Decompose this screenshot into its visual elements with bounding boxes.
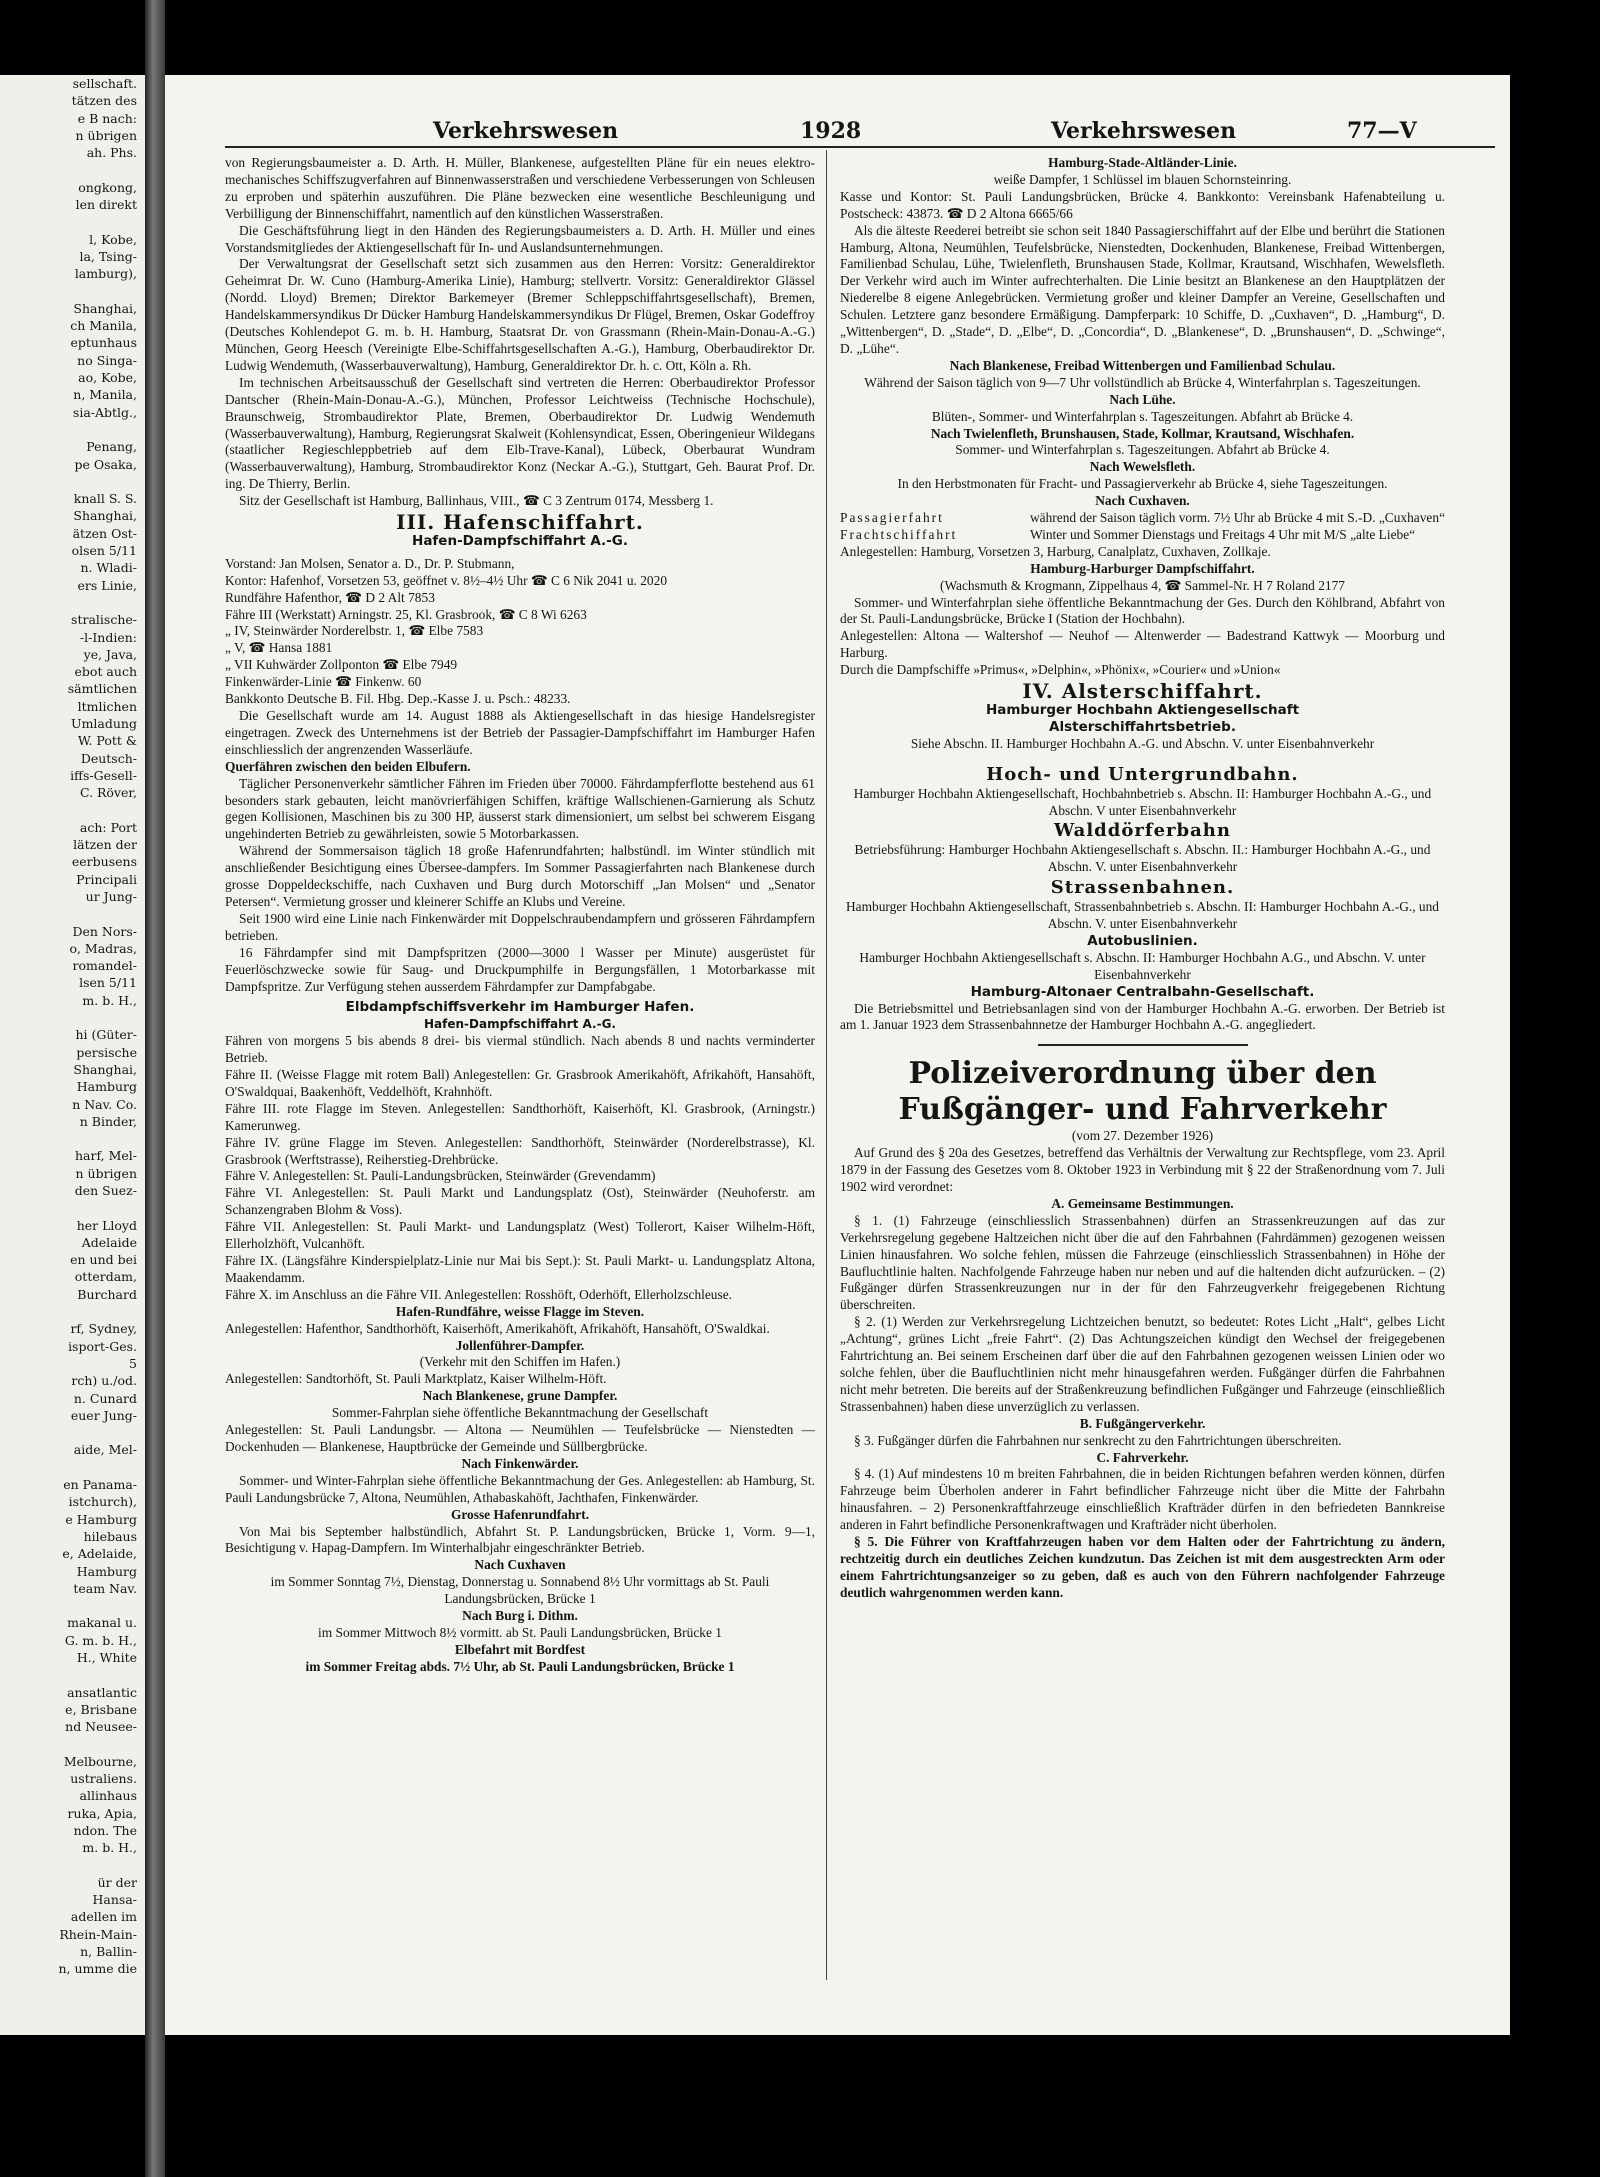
facing-page-line [0, 1597, 145, 1614]
ordinance-date: (vom 27. Dezember 1926) [1071, 1128, 1214, 1144]
ferry-line: Fähre II. (Weisse Flagge mit rotem Ball) Anlegestellen: Gr. Grasbrook Amerikahöft, Afrikahöft, Hansahöft, O'Swaldquai, Baakenhöft, Veddelhöft, Krahnhöft. [225, 1067, 815, 1099]
facing-page-line: m. b. H., [82, 1840, 137, 1856]
facing-page-line: ustraliens. [70, 1771, 137, 1787]
subheading: Elbdampfschiffsverkehr im Hamburger Hafen. [345, 999, 695, 1016]
paragraph: Während der Sommersaison täglich 18 große Hafenrundfahrten; halbstündl. im Winter stündlich mit anschließender Besichtigung eines Übersee-dampfers. Im Sommer Passagierfahrten nach Blankenese durch grosse Doppeldeckschiffe, nach Cuxhaven und Burg durch Motorschiff „Jan Molsen“ und „Senator Petersen“. Vermietung grosser und kleinerer Schiffe an Klubs und Vereine. [225, 843, 815, 909]
facing-page-line [0, 421, 145, 438]
header-left: Verkehrswesen [433, 118, 619, 144]
facing-page-line: otterdam, [74, 1269, 137, 1285]
paragraph: Als die älteste Reederei betreibt sie schon seit 1840 Passagierschiffahrt auf der Elbe und berührt die Stationen Hamburg, Altona, Neumühlen, Teufelsbrücke, Nienstedten, Dockenhuden, Blankenese, Freibad Wittenbergen, Familienbad Schulau, Lühe, Twielenfleth, Brunshausen Stade, Kollmar, Krautsand, Wischhafen, Wewelsfleth. Der Verkehr wird auch im Winter aufrechterhalten. Die Linie besitzt an Blankenese an den Hauptplätzen der Niederelbe 8 eigene Anlegebrücken. Vermietung großer und kleiner Dampfer an Vereine, Gesellschaften und Schulen. Letztere ganz besondere Ermäßigung. Dampferpark: 10 Schiffe, D. „Cuxhaven“, D. „Hamburg“, D. „Wittenbergen“, D. „Stade“, D. „Elbe“, D. „Concordia“, D. „Blankenese“, D. „Brunshausen“, D. „Schwinge“, D. „Lühe“. [840, 222, 1445, 356]
ordinance-title: Fußgänger- und Fahrverkehr [898, 1092, 1387, 1128]
paragraph: Anlegestellen: Altona — Waltershof — Neuhof — Altenwerder — Badestrand Kattwyk — Moorburg und Harburg. [840, 628, 1445, 661]
paragraph: Seit 1900 wird eine Linie nach Finkenwärder mit Doppelschraubendampfern und grösseren Fährdampfern betrieben. [225, 910, 815, 943]
subheading: Nach Twielenfleth, Brunshausen, Stade, Kollmar, Krautsand, Wischhafen. [930, 425, 1355, 441]
facing-page-line: team Nav. [73, 1580, 137, 1596]
facing-page-line: iffs-Gesell- [70, 767, 137, 783]
column-rule [826, 150, 827, 1980]
facing-page-line: hi (Güter- [75, 1027, 137, 1043]
label: Frachtschiffahrt [840, 526, 958, 542]
facing-page-line: ye, Java, [83, 646, 137, 662]
book-gutter [145, 0, 165, 2177]
facing-page-line: nd Neusee- [65, 1719, 137, 1735]
divider [1038, 1044, 1248, 1046]
paragraph: Die Betriebsmittel und Betriebsanlagen sind von der Hamburger Hochbahn A.-G. erworben. Der Betrieb ist am 1. Januar 1923 dem Strassenbahnnetze der Hamburger Hochbahn A.-G. angegliedert. [840, 1000, 1445, 1033]
board-line: Kontor: Hafenhof, Vorsetzen 53, geöffnet v. 8½–4½ Uhr ☎ C 6 Nik 2041 u. 2020 [225, 572, 668, 588]
paragraph: Von Mai bis September halbstündlich, Abfahrt St. P. Landungsbrücken, Brücke 1, Vorm. 9—1, Besichtigung v. Hapag-Dampfern. Im Winterhalbjahr eingeschränkter Betrieb. [225, 1523, 815, 1556]
section-title: IV. Alsterschiffahrt. [1022, 679, 1263, 704]
facing-page-line [0, 1736, 145, 1753]
paragraph: Winter und Sommer Dienstags und Freitags 4 Uhr mit M/S „alte Liebe“ [1030, 526, 1416, 542]
facing-page-line: n Nav. Co. [72, 1096, 137, 1112]
facing-page-line: n übrigen [75, 1165, 137, 1181]
header-rule [225, 146, 1495, 148]
column-left [225, 155, 815, 1676]
ferry-line: Fähre X. im Anschluss an die Fähre VII. Anlegestellen: Rosshöft, Oderhöft, Ellerholzschleuse. [225, 1286, 733, 1302]
ferry-line: Fähre IV. grüne Flagge im Steven. Anlegestellen: Sandthorhöft, Steinwärder (Norderelbstrasse), Kl. Grasbrook (Werftstrasse), Reiherstieg-Drehbrücke. [225, 1134, 815, 1167]
board-line: „ V, ☎ Hansa 1881 [225, 640, 333, 656]
facing-page-line: Hamburg [76, 1079, 137, 1095]
paragraph: § 5. Die Führer von Kraftfahrzeugen haben vor dem Halten oder der Fahrtrichtung zu ändern, rechtzeitig durch ein deutliches Zeichen kundzutun. Das Zeichen ist mit dem ausgestreckten Arm oder einem Fahrtrichtungsanzeiger so zu geben, daß es auch von den Führern nachfolgender Fahrzeuge deutlich wahrgenommen werden kann. [840, 1534, 1445, 1600]
facing-page-line: pe Osaka, [74, 456, 137, 472]
facing-page-line: no Singa- [77, 352, 137, 368]
facing-page-line: n übrigen [75, 127, 137, 143]
section-title: Strassenbahnen. [1050, 877, 1235, 899]
facing-page-line: lätzen der [73, 837, 137, 853]
ferry-line: Fähre III. rote Flagge im Steven. Anlegestellen: Sandthorhöft, Kaiserhöft, Kl. Grasbrook, (Arningstr.) Kamerunweg. [225, 1100, 815, 1133]
facing-page-line [0, 1424, 145, 1441]
facing-page-line: n Binder, [79, 1113, 137, 1129]
facing-page-line: ch Manila, [70, 318, 137, 334]
facing-page-line: G. m. b. H., [64, 1632, 137, 1648]
paragraph: Im technischen Arbeitsausschuß der Gesellschaft sind vertreten die Herren: Oberbaudirektor Professor Dantscher (Rhein-Main-Donau-A.-G.), München, Professor Leichtweiss (Technische Hochschule), Braunschweig, Strombaudirektor Plate, Bremen, Oberbaudirektor Dr. Ludwig Wendemuth (Wasserbauverwaltung), Hamburg, Regierungsrat Skalweit (Kohlensyndicat, Essen, Oberingenieur Wildegans (staatlicher Regieschleppbetrieb auf dem Elb-Trave-Kanal), Lübeck, Oberbaurat Wundram (Wasserbauverwaltung), Hamburg, Strombaudirektor Konz (Neckar A.-G.), Stuttgart, Geh. Baurat Prof. Dr. ing. De Thierry, Berlin. [225, 374, 815, 492]
facing-page-line: Shanghai, [73, 508, 137, 524]
paragraph: Siehe Abschn. II. Hamburger Hochbahn A.-G. und Abschn. V. unter Eisenbahnverkehr [910, 735, 1375, 751]
paragraph: In den Herbstmonaten für Fracht- und Passagierverkehr ab Brücke 4, siehe Tageszeitungen. [897, 476, 1388, 492]
facing-page-line [0, 1009, 145, 1026]
facing-page-line: ndon. The [73, 1822, 137, 1838]
note: weiße Dampfer, 1 Schlüssel im blauen Schornsteinring. [993, 171, 1292, 187]
label: Passagierfahrt [840, 510, 944, 526]
facing-page-line: la, Tsing- [79, 248, 137, 264]
facing-page-line: aide, Mel- [73, 1442, 137, 1458]
paragraph: im Sommer Sonntag 7½, Dienstag, Donnerstag u. Sonnabend 8½ Uhr vormittags ab St. Pauli Landungsbrücken, Brücke 1 [270, 1574, 770, 1607]
facing-page-line: 5 [129, 1355, 137, 1371]
facing-page-line: C. Röver, [79, 785, 137, 801]
paragraph: Täglicher Personenverkehr sämtlicher Fähren im Frieden über 70000. Fährdampferflotte bestehend aus 61 besonders stark gebauten, leicht manövrierfähigen Schiffen, kräftige Wallschienen-Garnierung als Schutz gegen Kollisionen, Maschinen bis zu 300 HP, äusserst stark dimensioniert, um selbst bei schwerem Eisgang ungehinderten Betrieb zu gewährleisten, sowie 5 Motorbarkassen. [225, 775, 815, 842]
subheading: Hamburg-Altonaer Centralbahn-Gesellschaft. [970, 983, 1315, 1000]
facing-page-line: len direkt [75, 197, 137, 213]
subheading: Hamburg-Stade-Altländer-Linie. [1048, 155, 1237, 170]
facing-page-line: Hansa- [92, 1892, 137, 1908]
paragraph: während der Saison täglich vorm. 7½ Uhr ab Brücke 4 mit S.-D. „Cuxhaven“ [1030, 510, 1446, 526]
header-year: 1928 [800, 118, 862, 144]
facing-page-line: Shanghai, [73, 300, 137, 316]
subheading: Nach Cuxhaven [474, 1557, 566, 1573]
facing-page-line: ansatlantic [67, 1684, 137, 1700]
paragraph: von Regierungsbaumeister a. D. Arth. H. Müller, Blankenese, aufgestellten Pläne für ein neues elektro-mechanisches Schiffszugverfahren auf Binnenwasserstraßen und verschiedene Verbesserungen von Schleusen zu erproben und späterhin auszuführen. Die Pläne bezwecken eine wesentliche Beschleunigung und Verbilligung der Binnenschiffahrt, namentlich auf den künstlichen Wasserstraßen. [225, 155, 815, 221]
subheading: C. Fahrverkehr. [1096, 1449, 1189, 1465]
facing-page-line: n. Cunard [73, 1390, 137, 1406]
paragraph: Anlegestellen: St. Pauli Landungsbr. — Altona — Neumühlen — Teufelsbrücke — Nienstedten — Dockenhuden — Blankenese, Hauptbrücke der Gemeinde und Süllbergbrücke. [225, 1422, 815, 1454]
facing-page-line: ao, Kobe, [78, 370, 137, 386]
subheading: Hamburger Hochbahn Aktiengesellschaft [985, 702, 1300, 718]
ferry-line: Fähre V. Anlegestellen: St. Pauli-Landungsbrücken, Steinwärder (Grevendamm) [225, 1168, 656, 1184]
facing-page-line: ah. Phs. [86, 145, 137, 161]
facing-page-line: o, Madras, [69, 940, 137, 956]
facing-page-line [0, 1857, 145, 1874]
paragraph: Hamburger Hochbahn Aktiengesellschaft, Hochbahnbetrieb s. Abschn. II: Hamburger Hochbahn A.-G., und Abschn. V unter Eisenbahnverkehr [853, 785, 1432, 818]
subheading: Nach Lühe. [1109, 391, 1176, 407]
facing-page-line: ach: Port [79, 819, 137, 835]
facing-page-line: stralische- [71, 612, 137, 628]
paragraph: § 4. (1) Auf mindestens 10 m breiten Fahrbahnen, die in beiden Richtungen befahren werden können, dürfen Fahrzeuge beim Überholen anderer in Fahrt befindlicher Fahrzeuge nicht über die Mitte der Fahrbahn hinausfahren. – 2) Personenkraftfahrzeuge einschließlich Krafträder dürfen in den befriedeten Bannkreise anderen in Fahrt befindliche Personenkraftwagen und Krafträder nicht überholen. [840, 1466, 1445, 1533]
facing-page-line: Hamburg [76, 1563, 137, 1579]
note: (Wachsmuth & Krogmann, Zippelhaus 4, ☎ Sammel-Nr. H 7 Roland 2177 [940, 577, 1345, 593]
facing-page-line: ltmlichen [77, 698, 137, 714]
facing-page-line [0, 801, 145, 818]
board-line: „ VII Kuhwärder Zollponton ☎ Elbe 7949 [225, 657, 458, 673]
facing-page-line [0, 1303, 145, 1320]
facing-page-line: Principali [76, 871, 137, 887]
board-line: Finkenwärder-Linie ☎ Finkenw. 60 [225, 674, 422, 690]
facing-page-line: Burchard [77, 1286, 137, 1302]
subheading: Hafen-Rundfähre, weisse Flagge im Steven. [395, 1303, 645, 1319]
facing-page-line [0, 161, 145, 178]
facing-page-line: Melbourne, [63, 1753, 137, 1769]
facing-page-line [0, 1666, 145, 1683]
paragraph: Sommer- und Winter-Fahrplan siehe öffentliche Bekanntmachung der Ges. Anlegestellen: ab Hamburg, St. Pauli Landungsbrücke 7, Altona, Neumühlen, Athabaskahöft, Jachthafen, Finkenwärder. [225, 1472, 815, 1505]
paragraph: im Sommer Mittwoch 8½ vormitt. ab St. Pauli Landungsbrücken, Brücke 1 [318, 1624, 722, 1640]
ordinance-title: Polizeiverordnung über den [908, 1056, 1377, 1092]
facing-page-line: Den Nors- [72, 923, 137, 939]
facing-page-line [0, 1130, 145, 1147]
company-name: Hafen-Dampfschiffahrt A.-G. [412, 532, 628, 549]
facing-page-line: istchurch), [68, 1494, 137, 1510]
facing-page-line [0, 283, 145, 300]
subheading: Nach Cuxhaven. [1095, 493, 1190, 509]
facing-page-line: sämtlichen [67, 681, 137, 697]
paragraph: Kasse und Kontor: St. Pauli Landungsbrücken, Brücke 4. Bankkonto: Vereinsbank Hafenabteilung u. Postscheck: 43873. ☎ D 2 Altona 6665/66 [840, 188, 1445, 221]
facing-page-line [0, 1199, 145, 1216]
subheading: A. Gemeinsame Bestimmungen. [1051, 1195, 1234, 1211]
facing-page-line: ur Jung- [85, 888, 137, 904]
facing-page-line: e, Brisbane [65, 1701, 137, 1717]
paragraph: Blüten-, Sommer- und Winterfahrplan s. Tageszeitungen. Abfahrt ab Brücke 4. [931, 408, 1354, 424]
facing-page-line: allinhaus [79, 1788, 137, 1804]
paragraph: § 2. (1) Werden zur Verkehrsregelung Lichtzeichen benutzt, so bedeutet: Rotes Licht „Halt“, gelbes Licht „Achtung“, grünes Licht „freie Fahrt“. (2) Das Achtungszeichen kündigt den Wechsel der freigegebenen Fahrtrichtung an. Bei seinem Erscheinen darf über die auf den Fahrbahnen gezogenen weissen Linien oder wo solche fehlen, über die Baufluchtlinien nicht mehr hinausgefahren werden. Fußgänger dürfen die Fahrbahnen nicht mehr betreten. Die bereits auf der Straßenkreuzung befindlichen Fußgänger und Fahrzeuge (einschließlich Strassenbahnen) haben diese unverzüglich zu verlassen. [840, 1314, 1445, 1414]
facing-page-line: -l-Indien: [79, 629, 137, 645]
facing-page-line: n, Manila, [73, 387, 137, 403]
facing-page-line: rch) u./od. [71, 1373, 137, 1389]
paragraph: im Sommer Freitag abds. 7½ Uhr, ab St. Pauli Landungsbrücken, Brücke 1 [305, 1658, 735, 1674]
facing-page-line: l, Kobe, [89, 231, 137, 247]
subheading: Elbefahrt mit Bordfest [454, 1641, 586, 1657]
ferry-line: Fähren von morgens 5 bis abends 8 drei- bis viermal stündlich. Nach abends 8 und nachts verminderter Betrieb. [225, 1033, 815, 1066]
facing-page-fragment [0, 75, 145, 2035]
subheading: Alsterschiffahrtsbetrieb. [1049, 718, 1236, 735]
facing-page-line: m. b. H., [82, 992, 137, 1008]
ferry-line: Fähre VII. Anlegestellen: St. Pauli Markt- und Landungsplatz (West) Tollerort, Kaiser Wilhelm-Höft, Ellerholzhöft, Vulcanhöft. [225, 1219, 815, 1252]
facing-page-line: eptunhaus [70, 335, 137, 351]
paragraph: Hamburger Hochbahn Aktiengesellschaft s. Abschn. II: Hamburger Hochbahn A.G., und Abschn. V. unter Eisenbahnverkehr [859, 949, 1426, 982]
section-title: III. Hafenschiffahrt. [396, 510, 644, 535]
facing-page-line [0, 594, 145, 611]
facing-page-line: e Hamburg [65, 1511, 137, 1527]
facing-page-line: en und bei [70, 1252, 137, 1268]
subheading: Nach Finkenwärder. [461, 1455, 579, 1471]
facing-page-line: Adelaide [81, 1234, 137, 1250]
facing-page-line: n, umme die [58, 1961, 137, 1977]
paragraph: Sitz der Gesellschaft ist Hamburg, Ballinhaus, VIII., ☎ C 3 Zentrum 0174, Messberg 1. [239, 493, 714, 509]
subheading: B. Fußgängerverkehr. [1079, 1415, 1206, 1431]
facing-page-line: Umladung [71, 715, 137, 731]
board-line: „ IV, Steinwärder Norderelbstr. 1, ☎ Elbe 7583 [225, 623, 484, 639]
column-right [840, 155, 1445, 1602]
paragraph: Die Gesellschaft wurde am 14. August 1888 als Aktiengesellschaft in das hiesige Handelsregister eingetragen. Zweck des Unternehmens ist der Betrieb der Passagier-Dampfschiffahrt im Hamburger Hafen einschliesslich der angrenzenden Wasserläufe. [225, 708, 815, 757]
paragraph: Der Verwaltungsrat der Gesellschaft setzt sich zusammen aus den Herren: Vorsitz: Generaldirektor Geheimrat Dr. W. Cuno (Hamburg-Amerika Linie), Hamburg; stellvertr. Vorsitz: Generaldirektor Glässel (Nordd. Lloyd) Bremen; Direktor Barkemeyer (Bremer Schleppschiffahrtsgesellschaft), Bremen, Handelskammersyndikus Dr Dücker Hamburg Handelskammersyndikus Dr Flügel, Bremen, Oskar Godeffroy (Deutsches Kohlendepot G. m. b. H. Hamburg, Staatsrat Dr. von Grassmann (Rhein-Main-Donau-A.-G.) München, Georg Heesch (Vereinigte Elbe-Schiffahrtsgesellschaften A.-G.), Hamburg, Oberbaudirektor Dr. Ludwig Wendemuth, (Wasserbauverwaltung), Hamburg, Generaldirektor Dr. h. c. Ott, Köln a. Rh. [225, 256, 815, 373]
ferry-line: Fähre IX. (Längsfähre Kinderspielplatz-Linie nur Mai bis Sept.): St. Pauli Markt- u. Landungsplatz Altona, Maakendamm. [225, 1253, 815, 1285]
header-right: Verkehrswesen [1051, 118, 1237, 144]
ferry-line: Fähre VI. Anlegestellen: St. Pauli Markt und Landungsplatz (Ost), Steinwärder (Neuhoferstr. am Schanzengraben Blohm & Voss). [225, 1185, 815, 1218]
note: (Verkehr mit den Schiffen im Hafen.) [419, 1354, 621, 1370]
facing-page-line: eerbusens [71, 854, 137, 870]
paragraph: Die Geschäftsführung liegt in den Händen des Regierungsbaumeisters a. D. Arth. H. Müller und eines Vorstandsmitgliedes der Aktiengesellschaft für In- und Auslandsunternehmungen. [225, 222, 815, 255]
subheading: Autobuslinien. [1087, 932, 1198, 949]
facing-page-line: H., White [76, 1650, 137, 1666]
facing-page-line: rf, Sydney, [70, 1321, 137, 1337]
board-line: Fähre III (Werkstatt) Arningstr. 25, Kl. Grasbrook, ☎ C 8 Wi 6263 [225, 606, 587, 622]
facing-page-line: W. Pott & [77, 733, 137, 749]
facing-page-line: ebot auch [74, 664, 137, 680]
paragraph: § 3. Fußgänger dürfen die Fahrbahnen nur senkrecht zu den Fahrtrichtungen überschreiten. [854, 1432, 1342, 1448]
facing-page-line [0, 905, 145, 922]
section-title: Walddörferbahn [1054, 820, 1231, 842]
subheading: Grosse Hafenrundfahrt. [450, 1506, 590, 1522]
paragraph: Sommer- und Winterfahrplan s. Tageszeitungen. Abfahrt ab Brücke 4. [955, 442, 1330, 458]
board-line: Vorstand: Jan Molsen, Senator a. D., Dr. P. Stubmann, [225, 555, 515, 571]
paragraph: Hamburger Hochbahn Aktiengesellschaft, Strassenbahnbetrieb s. Abschn. II: Hamburger Hochbahn A.-G., und Abschn. V. unter Eisenbahnverkehr [845, 899, 1440, 931]
paragraph: Während der Saison täglich von 9—7 Uhr vollstündlich ab Brücke 4, Winterfahrplan s. Tageszeitungen. [864, 374, 1421, 390]
facing-page-line: knall S. S. [73, 491, 137, 507]
facing-page-line: n. Wladi- [80, 560, 137, 576]
facing-page-line: Rhein-Main- [59, 1926, 137, 1942]
subheading: Hafen-Dampfschiffahrt A.-G. [424, 1017, 616, 1032]
facing-page-line: tätzen des [71, 93, 137, 109]
facing-page-line: Deutsch- [80, 750, 137, 766]
paragraph: Durch die Dampfschiffe »Primus«, »Delphin«, »Phönix«, »Courier« und »Union« [840, 662, 1281, 678]
facing-page-line: hilebaus [83, 1528, 137, 1544]
section-title: Hoch- und Untergrundbahn. [986, 763, 1299, 785]
paragraph: § 1. (1) Fahrzeuge (einschliesslich Strassenbahnen) dürfen an Strassenkreuzungen auf das zur Verkehrsregelung gegebene Haltzeichen nicht über die auf den Fahrbahnen (Fahrdämmen) gezogenen weissen Linien hinausfahren. Wo solche fehlen, müssen die Fahrzeuge (einschliesslich Strassenbahnen) in Höhe der Baufluchtlinie halten. Nachfolgende Fahrzeuge haben nur neben und auf die haltenden dicht aufzurücken. – (2) Fußgänger dürfen Strassenkreuzungen nur in der für den Fahrzeugverkehr freigegebenen Richtung überschreiten. [840, 1212, 1445, 1313]
paragraph: Anlegestellen: Hamburg, Vorsetzen 3, Harburg, Canalplatz, Cuxhaven, Zollkaje. [840, 543, 1271, 559]
paragraph: 16 Fährdampfer sind mit Dampfspritzen (2000—3000 l Wasser per Minute) ausgerüstet für Feuerlöschzwecke sowie für Saug- und Druckpumphilfe in Bergungsfällen, 1 Motorbarkasse mit Dampfspritze. Zur Verfügung stehen ausserdem Fährdampfer zur Dampfabgabe. [225, 944, 815, 994]
subheading: Nach Blankenese, Freibad Wittenbergen und Familienbad Schulau. [949, 357, 1336, 373]
facing-page-line: Penang, [86, 439, 137, 455]
paragraph: Anlegestellen: Sandtorhöft, St. Pauli Marktplatz, Kaiser Wilhelm-Höft. [225, 1371, 607, 1387]
page-number: 77—V [1347, 118, 1417, 144]
facing-page-line [0, 1459, 145, 1476]
paragraph: Betriebsführung: Hamburger Hochbahn Aktiengesellschaft s. Abschn. II.: Hamburger Hochbahn A.-G., und Abschn. V. unter Eisenbahnverkehr [854, 842, 1431, 875]
facing-page-line: e B nach: [77, 110, 137, 126]
facing-page-line: olsen 5/11 [71, 543, 137, 559]
facing-page-line: isport-Ges. [68, 1338, 137, 1354]
subheading: Jollenführer-Dampfer. [455, 1337, 585, 1353]
facing-page-line: makanal u. [67, 1615, 137, 1631]
facing-page-line: e, Adelaide, [62, 1546, 137, 1562]
facing-page-line: lsen 5/11 [79, 975, 137, 991]
facing-page-line: sellschaft. [72, 76, 137, 91]
facing-page-line: ongkong, [78, 179, 137, 195]
subheading: Nach Burg i. Dithm. [462, 1608, 578, 1624]
facing-page-line: adellen im [70, 1909, 137, 1925]
facing-page-line: Shanghai, [73, 1061, 137, 1077]
facing-page-line: persische [76, 1044, 137, 1060]
subheading: Querfähren zwischen den beiden Elbufern. [225, 758, 471, 774]
paragraph: Sommer- und Winterfahrplan siehe öffentliche Bekanntmachung der Ges. Durch den Köhlbrand, Abfahrt von der St. Pauli-Landungsbrücke, Brücke I (Station der Hochbahn). [840, 594, 1445, 627]
subheading: Hamburg-Harburger Dampfschiffahrt. [1030, 560, 1255, 576]
facing-page-line: ür der [97, 1874, 137, 1890]
facing-page-line: her Lloyd [76, 1217, 137, 1233]
subheading: Nach Wewelsfleth. [1089, 459, 1196, 475]
board-line: Bankkonto Deutsche B. Fil. Hbg. Dep.-Kasse J. u. Psch.: 48233. [225, 691, 571, 707]
paragraph: Auf Grund des § 20a des Gesetzes, betreffend das Verhältnis der Verwaltung zur Rechtspflege, vom 23. April 1879 in der Fassung des Gesetzes vom 8. Oktober 1923 in Verbindung mit § 22 der Straßenordnung vom 7. Juli 1902 wird verordnet: [840, 1145, 1445, 1195]
note: Sommer-Fahrplan siehe öffentliche Bekanntmachung der Gesellschaft [331, 1405, 709, 1421]
facing-page-line: sia-Abtlg., [72, 404, 137, 420]
subheading: Nach Blankenese, grune Dampfer. [422, 1388, 618, 1404]
facing-page-line: euer Jung- [70, 1407, 137, 1423]
paragraph: Anlegestellen: Hafenthor, Sandthorhöft, Kaiserhöft, Amerikahöft, Afrikahöft, Hansahöft, O'Swaldkai. [225, 1320, 770, 1336]
facing-page-line: ers Linie, [77, 577, 137, 593]
facing-page-line: den Suez- [74, 1183, 137, 1198]
facing-page-line: lamburg), [74, 266, 137, 282]
facing-page-line: ruka, Apia, [67, 1805, 137, 1821]
facing-page-line [0, 213, 145, 230]
facing-page-line: harf, Mel- [74, 1148, 137, 1164]
facing-page-line: romandel- [72, 958, 137, 974]
facing-page-line: ätzen Ost- [72, 525, 137, 541]
facing-page-line [0, 473, 145, 490]
facing-page-line: en Panama- [63, 1477, 137, 1493]
facing-page-line: n, Ballin- [80, 1944, 137, 1960]
board-line: Rundfähre Hafenthor, ☎ D 2 Alt 7853 [225, 589, 435, 605]
